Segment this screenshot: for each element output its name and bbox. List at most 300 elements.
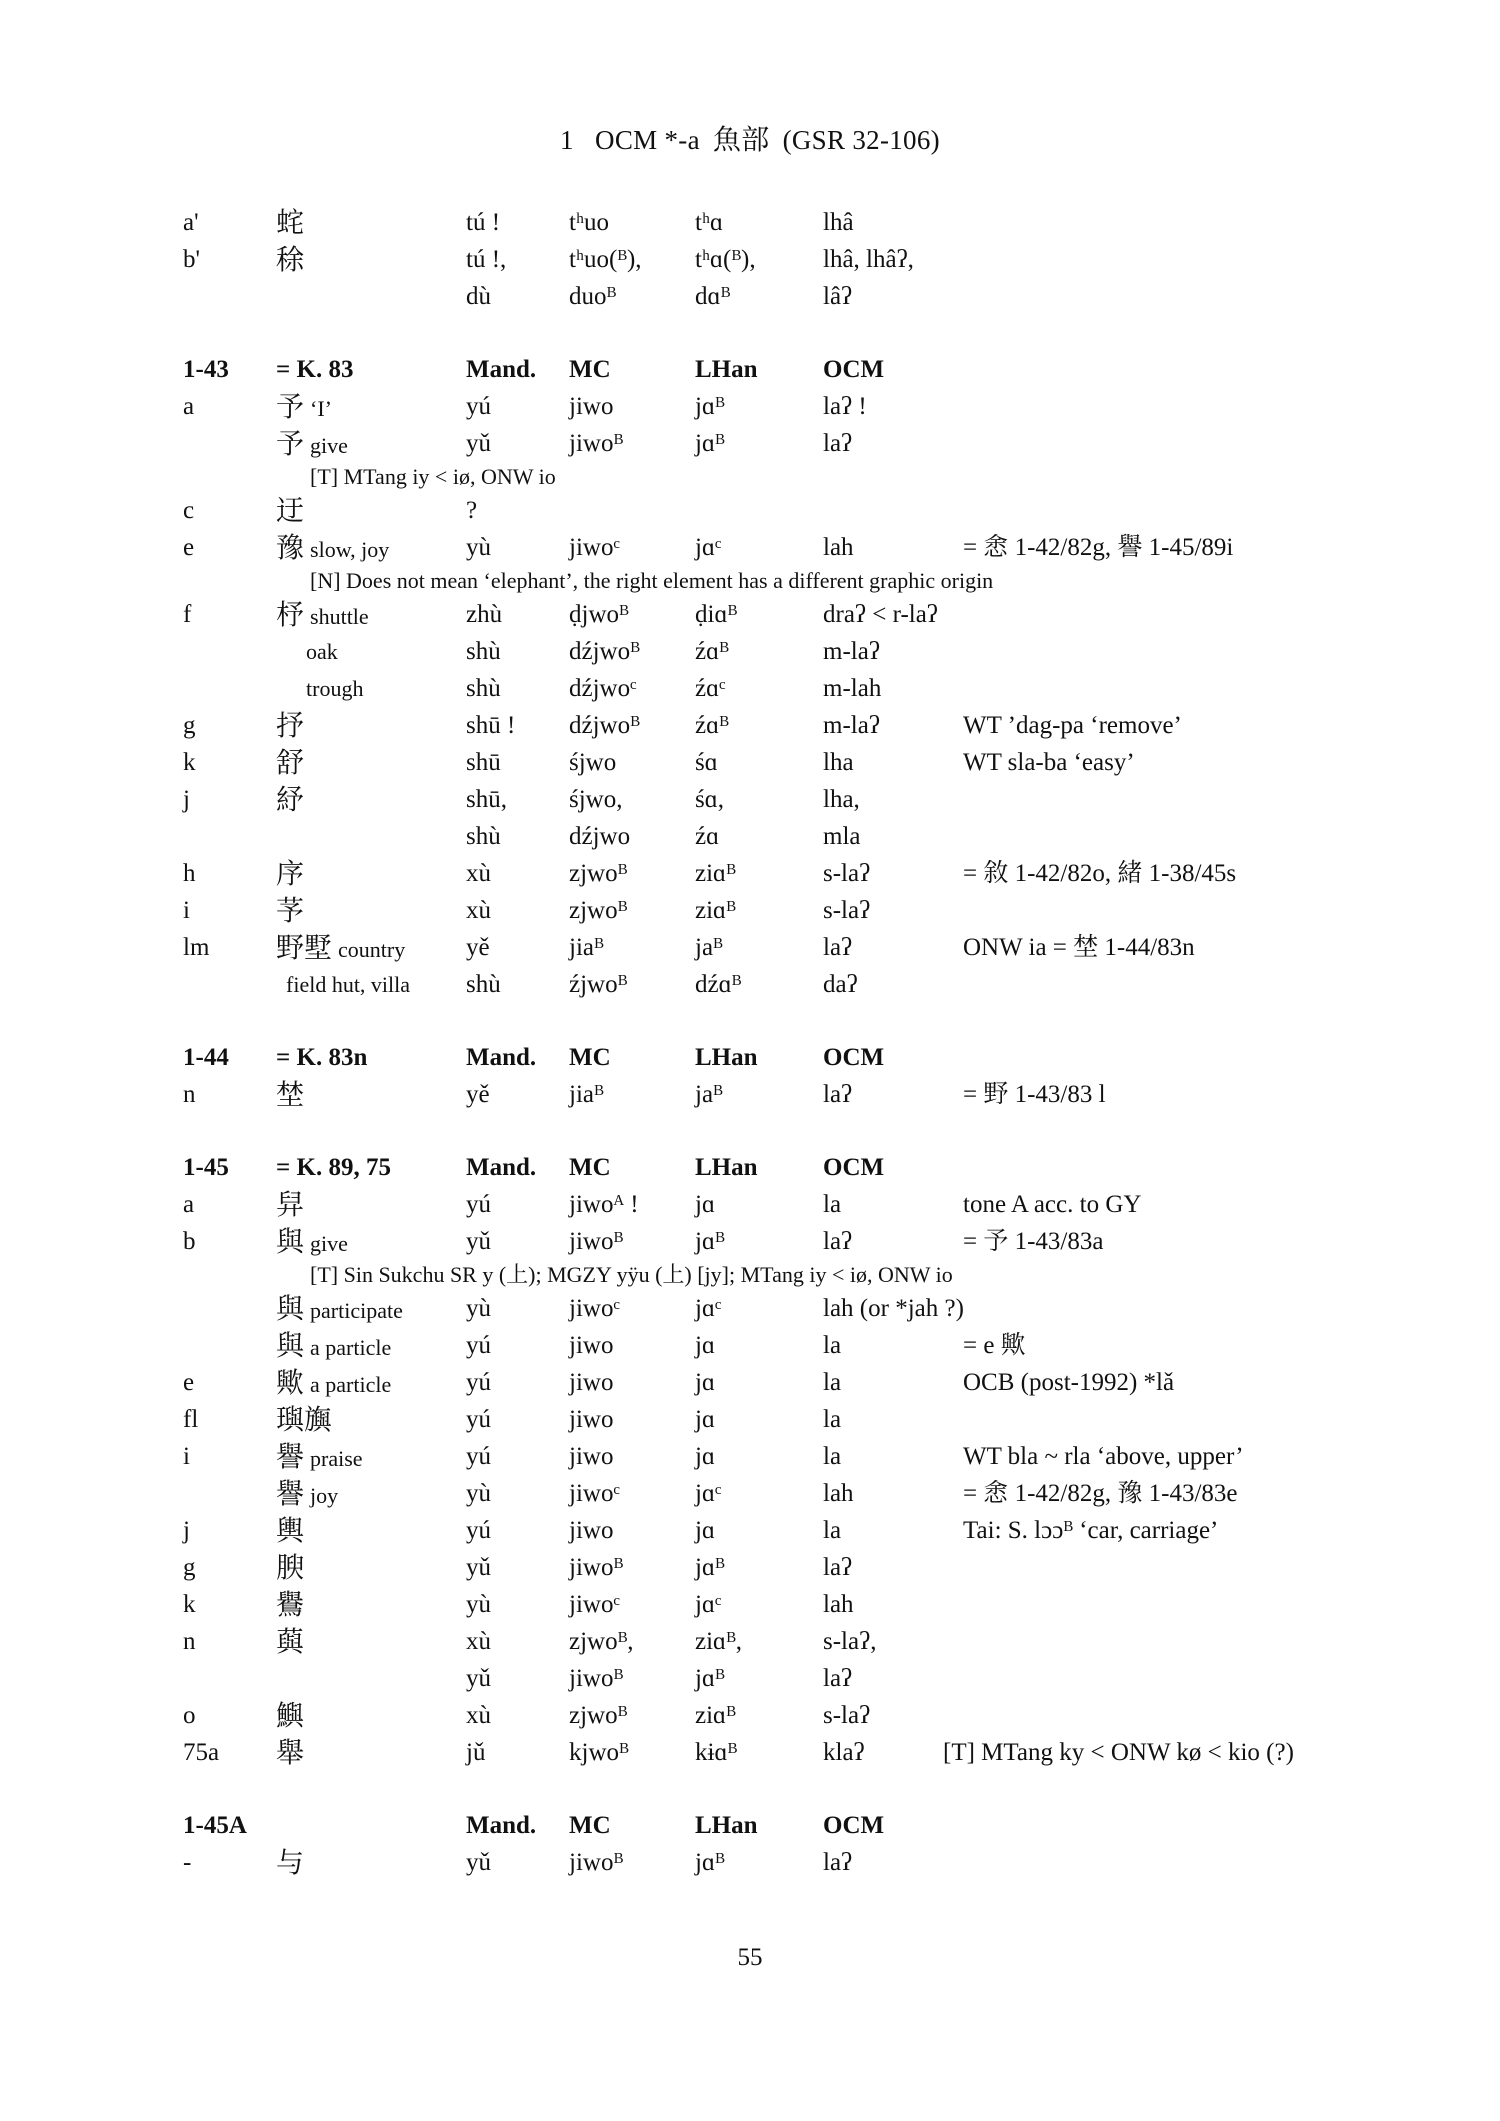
entry-id: g: [183, 712, 196, 739]
character-cell: [276, 1844, 304, 1883]
chinese-character: 抒: [276, 709, 305, 742]
col-header-ocm: OCM: [823, 1812, 885, 1839]
mandarin: tú !: [466, 209, 501, 236]
col-header-mc: MC: [569, 356, 611, 383]
section-header: [183, 351, 1433, 388]
old-chinese: la: [823, 1191, 842, 1218]
col-header-mandarin: Mand.: [466, 1812, 537, 1839]
entry-id: f: [183, 601, 192, 628]
old-chinese: s-laʔ: [823, 860, 871, 887]
mandarin: yě: [466, 934, 490, 961]
middle-chinese: jiwo: [569, 1443, 614, 1470]
comment: = 野 1-43/83 l: [963, 1081, 1106, 1108]
middle-chinese: jiaᴮ: [569, 1081, 604, 1108]
middle-chinese: jiwo: [569, 1369, 614, 1396]
entry-row: [183, 744, 1433, 781]
col-header-lhan: LHan: [695, 356, 758, 383]
old-chinese: laʔ: [823, 1665, 853, 1692]
entry-id: e: [183, 1369, 195, 1396]
old-chinese: lhâ: [823, 209, 854, 236]
later-han: tʰɑ: [695, 209, 724, 236]
comment: OCB (post-1992) *lǎ: [963, 1369, 1175, 1396]
entry-id: a: [183, 1191, 195, 1218]
old-chinese: la: [823, 1406, 842, 1433]
later-han: ḍiɑᴮ: [695, 601, 738, 628]
entry-row: [183, 1586, 1433, 1623]
old-chinese: lha: [823, 749, 854, 776]
entry-row: [183, 1290, 1433, 1327]
character-cell: [276, 1623, 304, 1662]
mandarin: yù: [466, 1295, 491, 1322]
old-chinese: daʔ: [823, 971, 858, 998]
mandarin: yǔ: [466, 430, 491, 457]
character-cell: [276, 492, 304, 531]
mandarin: shù: [466, 823, 501, 850]
entry-row: [183, 529, 1433, 566]
section-header: [183, 1149, 1433, 1186]
middle-chinese: jiwoᴮ: [569, 1665, 624, 1692]
character-cell: [276, 388, 332, 427]
entry-row: [183, 241, 1433, 278]
karlgren-ref: [276, 1039, 367, 1076]
mandarin: yú: [466, 1369, 491, 1396]
chinese-character: 迂: [276, 494, 305, 527]
mandarin: yú: [466, 1443, 491, 1470]
middle-chinese: dźjwoᴮ: [569, 712, 640, 739]
gloss: ‘I’: [310, 396, 332, 421]
section-header: [183, 1807, 1433, 1844]
section-gap: [183, 1003, 1433, 1039]
later-han: źɑᴮ: [695, 712, 729, 739]
later-han: jɑᴮ: [695, 1228, 725, 1255]
entry-id: i: [183, 897, 190, 924]
chinese-character: 舉: [276, 1736, 305, 1769]
middle-chinese: jiwoᴬ !: [569, 1191, 639, 1218]
middle-chinese: dźjwoᶜ: [569, 675, 637, 702]
character-cell: [276, 1076, 304, 1115]
col-header-ocm: OCM: [823, 1044, 885, 1071]
character-cell: [276, 1290, 403, 1329]
old-chinese: lah (or *jah ?): [823, 1295, 964, 1322]
karlgren-number: = K. 83n: [276, 1044, 368, 1071]
comment: Tai: S. lɔɔᴮ ‘car, carriage’: [963, 1517, 1219, 1544]
chinese-character: 序: [276, 857, 305, 890]
comment: tone A acc. to GY: [963, 1191, 1142, 1218]
character-cell: [276, 707, 304, 746]
old-chinese: la: [823, 1369, 842, 1396]
gloss: slow, joy: [310, 537, 390, 562]
note-text: [N] Does not mean ‘elephant’, the right element has a different graphic origin: [310, 568, 994, 593]
entry-id: n: [183, 1628, 196, 1655]
entry-row: [183, 855, 1433, 892]
karlgren-ref: [276, 1149, 391, 1186]
middle-chinese: kjwoᴮ: [569, 1739, 629, 1766]
old-chinese: m-laʔ: [823, 712, 880, 739]
later-han: jɑᴮ: [695, 1554, 725, 1581]
old-chinese: lah: [823, 534, 854, 561]
chinese-character: 譽: [276, 1440, 305, 1473]
later-han: ziɑᴮ,: [695, 1628, 743, 1655]
later-han: jɑ: [695, 1517, 716, 1544]
character-cell: [276, 781, 304, 820]
gloss: give: [310, 433, 348, 458]
chinese-character: 予: [276, 390, 305, 423]
col-header-lhan: LHan: [695, 1812, 758, 1839]
middle-chinese: jiwo: [569, 1517, 614, 1544]
later-han: jɑ: [695, 1406, 716, 1433]
entry-row: [183, 1623, 1433, 1660]
character-cell: [276, 892, 304, 931]
old-chinese: s-laʔ: [823, 897, 871, 924]
mandarin: shū: [466, 749, 501, 776]
karlgren-ref: [276, 351, 353, 388]
old-chinese: s-laʔ: [823, 1702, 871, 1729]
character-cell: [276, 596, 369, 635]
entry-id: a: [183, 393, 195, 420]
chinese-character: 腴: [276, 1551, 305, 1584]
old-chinese: lâʔ: [823, 283, 853, 310]
entry-id: -: [183, 1849, 192, 1876]
entry-id: e: [183, 534, 195, 561]
later-han: ziɑᴮ: [695, 897, 736, 924]
mandarin: yú: [466, 1332, 491, 1359]
entry-row: [183, 278, 1433, 315]
middle-chinese: jiwoᴮ: [569, 1228, 624, 1255]
entry-id: fl: [183, 1406, 199, 1433]
old-chinese: mla: [823, 823, 861, 850]
character-cell: [276, 1327, 391, 1366]
gloss: praise: [310, 1446, 363, 1471]
comment: WT bla ~ rla ‘above, upper’: [963, 1443, 1244, 1470]
mandarin: xù: [466, 860, 491, 887]
mandarin: zhù: [466, 601, 503, 628]
gloss: a particle: [310, 1372, 392, 1397]
gloss: field hut, villa: [286, 972, 411, 997]
character-cell: [276, 1697, 304, 1736]
character-cell: [276, 1475, 338, 1514]
middle-chinese: duoᴮ: [569, 283, 617, 310]
mandarin: yǔ: [466, 1554, 491, 1581]
entry-row: [183, 1186, 1433, 1223]
entry-id: lm: [183, 934, 210, 961]
later-han: ziɑᴮ: [695, 1702, 736, 1729]
middle-chinese: zjwoᴮ,: [569, 1628, 634, 1655]
character-cell: [276, 633, 338, 670]
col-header-ocm: OCM: [823, 356, 885, 383]
entry-id: k: [183, 1591, 196, 1618]
gloss: a particle: [310, 1335, 392, 1360]
entry-row: [183, 707, 1433, 744]
middle-chinese: jiwoᴮ: [569, 430, 624, 457]
entry-note: [183, 566, 1433, 596]
entry-row: [183, 1475, 1433, 1512]
later-han: źɑᶜ: [695, 675, 726, 702]
gloss: give: [310, 1231, 348, 1256]
old-chinese: laʔ: [823, 1554, 853, 1581]
entry-row: [183, 892, 1433, 929]
later-han: tʰɑ(ᴮ),: [695, 246, 756, 273]
middle-chinese: tʰuo: [569, 209, 609, 236]
entry-row: [183, 1223, 1433, 1260]
chinese-character: 埜: [276, 1078, 305, 1111]
entry-id: b: [183, 1228, 196, 1255]
mandarin: shù: [466, 638, 501, 665]
later-han: jɑᶜ: [695, 1591, 722, 1618]
character-cell: [276, 1734, 304, 1773]
mandarin: yú: [466, 393, 491, 420]
header-ocm: OCM *-a: [595, 125, 700, 155]
col-header-lhan: LHan: [695, 1154, 758, 1181]
later-han: źɑᴮ: [695, 638, 729, 665]
entry-id: j: [183, 1517, 190, 1544]
mandarin: shū,: [466, 786, 507, 813]
mandarin: yù: [466, 534, 491, 561]
middle-chinese: zjwoᴮ: [569, 1702, 628, 1729]
entry-row: [183, 204, 1433, 241]
header-number: 1: [560, 125, 574, 155]
entry-id: g: [183, 1554, 196, 1581]
middle-chinese: jiwoᶜ: [569, 1480, 620, 1507]
chinese-character: 杼: [276, 598, 305, 631]
old-chinese: laʔ: [823, 934, 853, 961]
gloss: joy: [310, 1483, 339, 1508]
comment: ONW ia = 埜 1-44/83n: [963, 934, 1195, 961]
mandarin: ?: [466, 497, 478, 524]
entry-row: [183, 1660, 1433, 1697]
character-cell: [276, 670, 363, 707]
entry-row: [183, 966, 1433, 1003]
chinese-character: 鱮: [276, 1699, 305, 1732]
mandarin: yù: [466, 1591, 491, 1618]
character-cell: [276, 966, 410, 1003]
character-cell: [276, 1438, 363, 1477]
gloss: trough: [306, 676, 364, 701]
later-han: jɑᴮ: [695, 1849, 725, 1876]
comment: WT sla-ba ‘easy’: [963, 749, 1135, 776]
middle-chinese: ḍjwoᴮ: [569, 601, 629, 628]
mandarin: shù: [466, 971, 501, 998]
character-cell: [276, 1586, 304, 1625]
mandarin: shū !: [466, 712, 516, 739]
chinese-character: 稌: [276, 243, 305, 276]
comment: = 敘 1-42/82o, 緒 1-38/45s: [963, 860, 1237, 887]
character-cell: [276, 1401, 332, 1440]
mandarin: xù: [466, 1628, 491, 1655]
gloss: shuttle: [310, 604, 369, 629]
page-number: 55: [737, 1944, 763, 1971]
character-cell: [276, 1364, 391, 1403]
mandarin: yě: [466, 1081, 490, 1108]
entry-table: [183, 204, 1433, 1881]
middle-chinese: jiwoᶜ: [569, 534, 620, 561]
mandarin: jǔ: [466, 1739, 486, 1766]
col-header-mandarin: Mand.: [466, 1154, 537, 1181]
middle-chinese: dźjwo: [569, 823, 631, 850]
later-han: śɑ: [695, 749, 718, 776]
entry-row: [183, 1438, 1433, 1475]
later-han: jɑᶜ: [695, 1480, 722, 1507]
old-chinese: lah: [823, 1480, 854, 1507]
later-han: jɑᶜ: [695, 534, 722, 561]
comment: [T] MTang ky < ONW kø < kio (?): [943, 1739, 1294, 1766]
karlgren-number: = K. 83: [276, 356, 354, 383]
later-han: jɑᴮ: [695, 430, 725, 457]
chinese-character: 豫: [276, 531, 305, 564]
later-han: ziɑᴮ: [695, 860, 736, 887]
col-header-mandarin: Mand.: [466, 356, 537, 383]
entry-id: o: [183, 1702, 196, 1729]
entry-id: k: [183, 749, 196, 776]
middle-chinese: jiaᴮ: [569, 934, 604, 961]
entry-id: h: [183, 860, 196, 887]
mandarin: shù: [466, 675, 501, 702]
entry-row: [183, 1844, 1433, 1881]
old-chinese: la: [823, 1443, 842, 1470]
note-text: [T] Sin Sukchu SR y (上); MGZY yÿu (上) [jy]; MTang iy < iø, ONW io: [310, 1262, 953, 1287]
mandarin: xù: [466, 1702, 491, 1729]
mandarin: yù: [466, 1480, 491, 1507]
entry-row: [183, 929, 1433, 966]
old-chinese: la: [823, 1332, 842, 1359]
chinese-character: 歟: [276, 1366, 305, 1399]
character-cell: [276, 1186, 304, 1225]
chinese-character: 璵旟: [276, 1403, 333, 1436]
entry-row: [183, 1401, 1433, 1438]
chinese-character: 芧: [276, 894, 305, 927]
entry-row: [183, 818, 1433, 855]
chinese-character: 鸒: [276, 1588, 305, 1621]
old-chinese: s-laʔ,: [823, 1628, 877, 1655]
entry-note: [183, 1260, 1433, 1290]
middle-chinese: śjwo: [569, 749, 617, 776]
old-chinese: klaʔ: [823, 1739, 865, 1766]
middle-chinese: źjwoᴮ: [569, 971, 628, 998]
entry-row: [183, 425, 1433, 462]
entry-row: [183, 596, 1433, 633]
entry-row: [183, 492, 1433, 529]
gloss: participate: [310, 1298, 403, 1323]
character-cell: [276, 744, 304, 783]
middle-chinese: zjwoᴮ: [569, 860, 628, 887]
character-cell: [276, 855, 304, 894]
later-han: jɑᴮ: [695, 393, 725, 420]
chinese-character: 䖳: [276, 206, 305, 239]
note-text: [T] MTang iy < iø, ONW io: [310, 464, 556, 489]
middle-chinese: jiwoᶜ: [569, 1295, 620, 1322]
entry-row: [183, 1076, 1433, 1113]
later-han: jɑ: [695, 1332, 716, 1359]
entry-row: [183, 670, 1433, 707]
character-cell: [276, 241, 304, 280]
character-cell: [276, 204, 304, 243]
entry-row: [183, 1327, 1433, 1364]
old-chinese: lah: [823, 1591, 854, 1618]
chinese-character: 舁: [276, 1188, 305, 1221]
character-cell: [276, 1223, 348, 1262]
mandarin: yǔ: [466, 1665, 491, 1692]
mandarin: yǔ: [466, 1228, 491, 1255]
later-han: dɑᴮ: [695, 283, 731, 310]
old-chinese: lha,: [823, 786, 860, 813]
section-id: 1-44: [183, 1044, 229, 1071]
section-header: [183, 1039, 1433, 1076]
old-chinese: laʔ: [823, 1849, 853, 1876]
old-chinese: laʔ: [823, 1228, 853, 1255]
character-cell: [276, 529, 389, 568]
col-header-lhan: LHan: [695, 1044, 758, 1071]
later-han: jaᴮ: [695, 934, 723, 961]
entry-row: [183, 1549, 1433, 1586]
comment: = 予 1-43/83a: [963, 1228, 1104, 1255]
old-chinese: la: [823, 1517, 842, 1544]
old-chinese: draʔ < r-laʔ: [823, 601, 938, 628]
later-han: jɑ: [695, 1443, 716, 1470]
mandarin: yǔ: [466, 1849, 491, 1876]
mandarin: yú: [466, 1191, 491, 1218]
section-gap: [183, 1771, 1433, 1807]
later-han: kɨɑᴮ: [695, 1739, 738, 1766]
section-id: 1-43: [183, 356, 229, 383]
entry-id: a': [183, 209, 199, 236]
entry-row: [183, 781, 1433, 818]
header-rhyme-group: 魚部: [712, 123, 770, 156]
chinese-character: 與: [276, 1329, 305, 1362]
middle-chinese: śjwo,: [569, 786, 623, 813]
section-gap: [183, 1113, 1433, 1149]
later-han: śɑ,: [695, 786, 725, 813]
middle-chinese: jiwoᴮ: [569, 1849, 624, 1876]
header-gsr: (GSR 32-106): [782, 125, 940, 155]
old-chinese: lhâ, lhâʔ,: [823, 246, 914, 273]
entry-id: j: [183, 786, 190, 813]
later-han: dźɑᴮ: [695, 971, 742, 998]
chinese-character: 舒: [276, 746, 305, 779]
gloss: oak: [306, 639, 338, 664]
middle-chinese: jiwoᴮ: [569, 1554, 624, 1581]
later-han: jɑᶜ: [695, 1295, 722, 1322]
chinese-character: 予: [276, 427, 305, 460]
entry-id: i: [183, 1443, 190, 1470]
section-id: 1-45A: [183, 1812, 247, 1839]
chinese-character: 与: [276, 1846, 305, 1879]
entry-row: [183, 1512, 1433, 1549]
entry-row: [183, 1364, 1433, 1401]
mandarin: tú !,: [466, 246, 507, 273]
chinese-character: 輿: [276, 1514, 305, 1547]
middle-chinese: jiwoᶜ: [569, 1591, 620, 1618]
col-header-mc: MC: [569, 1044, 611, 1071]
entry-id: n: [183, 1081, 196, 1108]
character-cell: [276, 1549, 304, 1588]
middle-chinese: dźjwoᴮ: [569, 638, 640, 665]
page-header: [0, 118, 1500, 158]
entry-row: [183, 1734, 1433, 1771]
old-chinese: m-laʔ: [823, 638, 880, 665]
entry-id: 75a: [183, 1739, 220, 1766]
chinese-character: 藇: [276, 1625, 305, 1658]
col-header-mc: MC: [569, 1154, 611, 1181]
comment: = 悆 1-42/82g, 譽 1-45/89i: [963, 534, 1234, 561]
comment: WT ’dag-pa ‘remove’: [963, 712, 1182, 739]
comment: = e 歟: [963, 1332, 1026, 1359]
entry-row: [183, 388, 1433, 425]
comment: = 悆 1-42/82g, 豫 1-43/83e: [963, 1480, 1238, 1507]
chinese-character: 紓: [276, 783, 305, 816]
entry-id: b': [183, 246, 201, 273]
later-han: źɑ: [695, 823, 720, 850]
mandarin: xù: [466, 897, 491, 924]
middle-chinese: jiwo: [569, 1332, 614, 1359]
